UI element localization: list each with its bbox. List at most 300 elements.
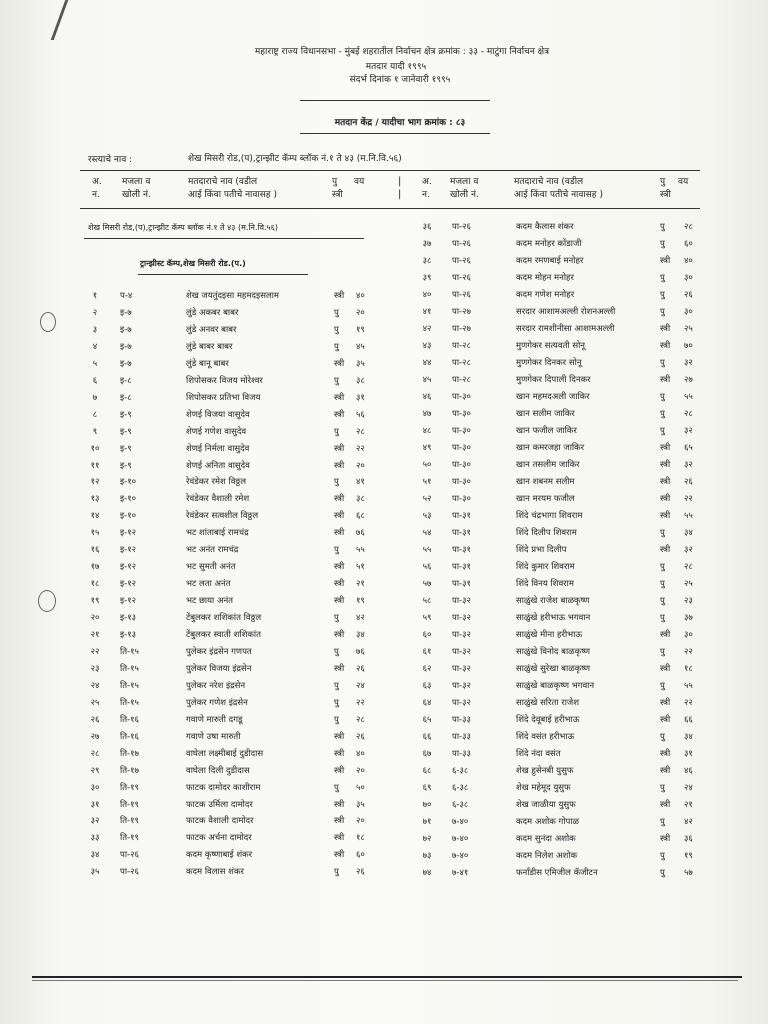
voter-sex: स्त्री: [660, 749, 671, 759]
booth-rule-bottom: [300, 133, 490, 134]
voter-room-no: पा-३१: [452, 511, 471, 521]
voter-name: वाघेला लक्ष्मीबाई दुडीदास: [186, 748, 264, 759]
voter-row: [0, 542, 768, 559]
voter-row: [0, 797, 768, 814]
voter-sex: पु: [660, 273, 665, 283]
voter-age: १९: [684, 851, 693, 861]
voter-serial-no: ६४: [422, 698, 432, 708]
voter-serial-no: ७२: [422, 834, 432, 844]
voter-name: शेणई विजया वासुदेव: [186, 409, 250, 420]
voter-sex: स्त्री: [334, 494, 345, 505]
voter-serial-no: ५३: [422, 511, 432, 521]
voter-age: ४५: [356, 341, 365, 352]
voter-name: खान मरयम फजील: [516, 494, 575, 504]
voter-name: लुंडे अकबर बाबर: [186, 307, 239, 318]
voter-age: ५५: [684, 681, 693, 691]
voter-sex: पु: [660, 562, 665, 572]
voter-sex: पु: [660, 528, 665, 538]
voter-sex: स्त्री: [334, 528, 345, 539]
voter-sex: स्त्री: [660, 494, 671, 504]
voter-room-no: इ-१२: [120, 596, 137, 607]
voter-serial-no: ५१: [422, 477, 432, 487]
voter-name: गवाणे उषा मारुती: [186, 731, 241, 742]
voter-name: भट शांताबाई रामचंद्र: [186, 528, 249, 539]
voter-age: ६०: [356, 850, 365, 861]
voter-age: १८: [684, 664, 693, 674]
voter-row: [0, 593, 768, 610]
voter-room-no: इ-१२: [120, 562, 137, 573]
bottom-rule-thin: [32, 980, 738, 981]
voter-serial-no: ४८: [422, 426, 432, 436]
voter-row: [0, 321, 768, 338]
voter-sex: पु: [660, 783, 665, 793]
voter-sex: स्त्री: [660, 664, 671, 674]
voter-name: शेख हुसेनबी युसुफ: [516, 766, 574, 776]
voter-serial-no: ५७: [422, 579, 432, 589]
voter-sex: स्त्री: [334, 291, 345, 301]
voter-row: [0, 406, 768, 423]
voter-sex: पु: [660, 681, 665, 691]
voter-sex: पु: [334, 680, 339, 691]
voter-name: लुंडे बाबर बाबर: [186, 341, 233, 352]
voter-room-no: पा-३२: [452, 698, 471, 708]
voter-age: ३७: [684, 613, 693, 623]
column-header-rule-top: [80, 170, 700, 171]
voter-sex: स्त्री: [660, 766, 671, 776]
voter-sex: पु: [334, 545, 339, 556]
voter-sex: स्त्री: [334, 409, 345, 420]
voter-name: पुलेकर इंद्रसेन गणपत: [186, 646, 252, 657]
voter-room-no: पा-३२: [452, 664, 471, 674]
voter-row: [0, 865, 768, 882]
voter-name: कदम मनोहर कोंडाजी: [516, 239, 582, 249]
voter-sex: स्त्री: [660, 545, 671, 555]
voter-name: पुलेकर विजया इंद्रसेन: [186, 663, 252, 674]
voter-room-no: पा-३१: [452, 545, 471, 555]
voter-sex: पु: [334, 646, 339, 657]
voter-serial-no: ३१: [90, 799, 100, 810]
voter-serial-no: ४२: [422, 324, 432, 334]
voter-age: २६: [356, 663, 365, 674]
voter-row: [0, 508, 768, 525]
voter-room-no: ति-१९: [120, 816, 139, 827]
voter-name: शेणई निर्मला वासुदेव: [186, 443, 250, 454]
voter-sex: स्त्री: [660, 715, 671, 725]
voter-serial-no: २६: [90, 714, 100, 725]
voter-age: २८: [356, 426, 365, 437]
voter-room-no: पा-३०: [452, 392, 471, 402]
voter-age: ४२: [684, 817, 693, 827]
voter-serial-no: ३९: [422, 273, 432, 283]
voter-sex: पु: [660, 851, 665, 861]
voter-room-no: इ-८: [120, 375, 132, 386]
header-line-2: मतदार यादी १९९५: [365, 62, 427, 72]
voter-age: ३१: [356, 392, 365, 403]
voter-room-no: ६-३८: [452, 800, 469, 810]
voter-sex: स्त्री: [660, 511, 671, 521]
voter-serial-no: ५: [92, 358, 98, 369]
voter-row: [0, 253, 768, 270]
voter-name: शिंदे प्रभा दिलीप: [516, 545, 567, 555]
voter-room-no: ७-४१: [452, 868, 469, 878]
voter-serial-no: १५: [90, 528, 100, 539]
voter-row: [0, 729, 768, 746]
voter-serial-no: ७: [92, 392, 98, 403]
voter-name: सरदार आशामअल्ली रोशनअल्ली: [516, 307, 616, 317]
voter-serial-no: १: [92, 291, 98, 301]
voter-name: शिपोसकर विजय मोरेश्वर: [186, 375, 263, 386]
voter-name: शिंदे दिलीप शिवराम: [516, 528, 577, 538]
voter-sex: स्त्री: [334, 731, 345, 742]
voter-name: साळुंखे बाळकृष्ण भगवान: [516, 681, 595, 691]
voter-room-no: पा-३३: [452, 749, 471, 759]
voter-name: भट लता अनंत: [186, 579, 231, 590]
voter-serial-no: ४१: [422, 307, 432, 317]
voter-name: कदम मोहन मनोहर: [516, 273, 575, 283]
voter-name: टेंबुलकर स्वाती शशिकांत: [186, 630, 261, 640]
voter-name: शेख जाळीया युसुफ: [516, 800, 576, 810]
voter-serial-no: २४: [90, 680, 100, 691]
voter-room-no: पा-३२: [452, 681, 471, 691]
col-sex-right: पु स्त्री: [660, 177, 671, 200]
voter-row: [0, 457, 768, 474]
voter-age: ३२: [684, 426, 693, 436]
voter-row: [0, 712, 768, 729]
voter-sex: स्त्री: [334, 765, 345, 776]
voter-sex: पु: [660, 613, 665, 623]
voter-age: ३०: [684, 307, 693, 317]
voter-name: मुणगेकर दिपाली दिनकर: [516, 375, 591, 385]
voter-age: २३: [684, 596, 693, 606]
voter-row: [0, 219, 768, 236]
column-divider: |: [398, 176, 402, 187]
voter-serial-no: १८: [90, 579, 100, 590]
voter-serial-no: ३६: [422, 222, 432, 232]
voter-room-no: ६-३८: [452, 783, 469, 793]
voter-sex: पु: [334, 697, 339, 708]
voter-room-no: इ-७: [120, 358, 132, 369]
voter-age: ३२: [684, 545, 693, 555]
section-subtitle-left: ट्रान्झीस्ट कॅम्प,शेख मिसरी रोड.(प.): [140, 259, 246, 268]
bottom-rule: [32, 976, 742, 978]
voter-age: २८: [356, 714, 365, 725]
voter-name: साळुंखे विनोद बाळकृष्ण: [516, 647, 591, 657]
voter-age: २२: [684, 647, 693, 657]
voter-age: १८: [356, 833, 365, 844]
voter-serial-no: २०: [90, 613, 100, 624]
voter-age: ३२: [684, 460, 693, 470]
voter-row: [0, 423, 768, 440]
voter-room-no: इ-९: [120, 426, 132, 437]
voter-age: २२: [684, 698, 693, 708]
punch-hole-mark: [40, 312, 56, 332]
voter-serial-no: ४०: [422, 290, 432, 300]
voter-serial-no: ४३: [422, 341, 432, 351]
voter-serial-no: ४६: [422, 392, 432, 402]
voter-room-no: ति-१७: [120, 748, 139, 759]
voter-sex: पु: [334, 782, 339, 793]
voter-age: ४६: [684, 766, 693, 776]
voter-serial-no: ३४: [90, 850, 100, 861]
voter-sex: स्त्री: [334, 816, 345, 827]
voter-serial-no: ५२: [422, 494, 432, 504]
voter-name: रेवंडेकर रमेश विठ्ठल: [186, 477, 247, 488]
voter-room-no: पा-३१: [452, 579, 471, 589]
punch-hole-mark: [38, 590, 56, 612]
voter-sex: पु: [660, 579, 665, 589]
voter-sex: पु: [334, 426, 339, 437]
voter-sex: स्त्री: [334, 748, 345, 759]
voter-name: पुलेकर नरेश इंद्रसेन: [186, 680, 246, 691]
voter-serial-no: २९: [90, 765, 100, 776]
voter-name: कदम सुनंदा अशोक: [516, 834, 576, 844]
voter-row: [0, 831, 768, 848]
voter-sex: पु: [334, 324, 339, 335]
voter-room-no: ७-४०: [452, 851, 469, 861]
voter-name: कदम विलास शंकर: [186, 867, 244, 878]
voter-age: ६०: [684, 239, 693, 249]
voter-name: लुंडे अनवर बाबर: [186, 324, 237, 335]
voter-row: [0, 661, 768, 678]
voter-row: [0, 610, 768, 627]
voter-age: २६: [684, 477, 693, 487]
voter-age: ५५: [356, 545, 365, 556]
voter-name: साळुंखे राजेश बाळकृष्ण: [516, 596, 590, 606]
voter-sex: पु: [660, 239, 665, 249]
voter-name: फाटक वैशाली दामोदर: [186, 816, 254, 827]
voter-row: [0, 389, 768, 406]
voter-room-no: ति-१५: [120, 663, 139, 674]
voter-age: ५६: [356, 409, 365, 420]
voter-sex: स्त्री: [660, 800, 671, 810]
voter-row: [0, 355, 768, 372]
voter-sex: पु: [334, 613, 339, 624]
voter-serial-no: ३३: [90, 833, 100, 844]
voter-serial-no: १०: [90, 443, 100, 454]
voter-room-no: इ-७: [120, 341, 132, 352]
voter-room-no: पा-३२: [452, 613, 471, 623]
voter-name: कदम रमणबाई मनोहर: [516, 256, 584, 266]
voter-serial-no: २: [92, 307, 98, 318]
voter-sex: पु: [660, 426, 665, 436]
voter-name: कदम कृष्णाबाई शंकर: [186, 850, 253, 861]
voter-serial-no: ५६: [422, 562, 432, 572]
voter-sex: पु: [660, 868, 665, 878]
voter-sex: स्त्री: [660, 460, 671, 470]
voter-row: [0, 338, 768, 355]
voter-name: पुलेकर गणेश इंद्रसेन: [186, 697, 248, 708]
voter-serial-no: ६६: [422, 732, 432, 742]
voter-row: [0, 627, 768, 644]
col-no-right: अ. न.: [422, 177, 432, 200]
voter-room-no: पा-३०: [452, 494, 471, 504]
voter-age: २७: [684, 375, 693, 385]
voter-sex: स्त्री: [334, 630, 345, 640]
voter-name: साळुंखे मीना हरीभाऊ: [516, 630, 583, 640]
voter-serial-no: ६: [92, 375, 98, 386]
voter-room-no: प-४: [120, 291, 133, 301]
voter-name: फाटक अर्चना दामोदर: [186, 833, 252, 844]
voter-age: ६५: [684, 443, 693, 453]
voter-sex: पु: [660, 222, 665, 232]
voter-sex: पु: [334, 477, 339, 488]
voter-room-no: पा-२६: [452, 290, 471, 300]
voter-room-no: इ-९: [120, 409, 132, 420]
voter-name: शिंदे कुमार शिवराम: [516, 562, 575, 572]
voter-row: [0, 559, 768, 576]
voter-row: [0, 474, 768, 491]
column-header-rule-bottom: [80, 208, 700, 209]
voter-age: २८: [684, 222, 693, 232]
road-label: रस्त्याचे नाव :: [88, 155, 133, 165]
voter-serial-no: २८: [90, 748, 100, 759]
voter-row: [0, 287, 768, 304]
voter-age: ३५: [356, 358, 365, 369]
voter-row: [0, 304, 768, 321]
voter-serial-no: २५: [90, 697, 100, 708]
voter-room-no: पा-२८: [452, 358, 471, 368]
voter-room-no: इ-८: [120, 392, 132, 403]
voter-room-no: इ-१०: [120, 511, 137, 522]
voter-name: शिंदे वसंत हरीभाऊ: [516, 732, 575, 742]
voter-serial-no: ६५: [422, 715, 432, 725]
voter-name: वाघेला दिली दुडीदास: [186, 765, 250, 776]
voter-age: ७६: [356, 646, 365, 657]
voter-room-no: इ-१३: [120, 613, 137, 624]
voter-name: साळुंखे सरिता राजेश: [516, 698, 580, 708]
voter-room-no: इ-१३: [120, 630, 137, 640]
voter-name: भट सुमती अनंत: [186, 562, 236, 573]
voter-room-no: ति-१५: [120, 697, 139, 708]
voter-sex: पु: [660, 307, 665, 317]
section-title-left: शेख मिसरी रोड,(प),ट्रान्झीट कॅम्प ब्लॉक नं.१ ते ४३ (म.नि.वि.५६): [88, 223, 278, 232]
voter-row: [0, 236, 768, 253]
voter-age: ४०: [684, 256, 693, 266]
voter-room-no: पा-३१: [452, 562, 471, 572]
voter-row: [0, 695, 768, 712]
voter-room-no: इ-७: [120, 307, 132, 318]
voter-sex: स्त्री: [660, 477, 671, 487]
voter-name: टेंबुलकर शशिकांत विठ्ठल: [186, 613, 262, 624]
voter-name: खान सलीम जाकिर: [516, 409, 575, 419]
voter-age: ३४: [356, 630, 365, 640]
voter-serial-no: १३: [90, 494, 100, 505]
voter-name: साळुंखे सुरेखा बाळकृष्ण: [516, 664, 591, 674]
voter-name: शेणई गणेश वासुदेव: [186, 426, 247, 437]
voter-age: २८: [684, 409, 693, 419]
voter-row: [0, 372, 768, 389]
voter-sex: स्त्री: [334, 562, 345, 573]
voter-room-no: पा-३३: [452, 732, 471, 742]
voter-sex: स्त्री: [660, 443, 671, 453]
voter-row: [0, 644, 768, 661]
voter-serial-no: १२: [90, 477, 100, 488]
voter-room-no: इ-१०: [120, 494, 137, 505]
col-sex-left: पु स्त्री: [332, 177, 343, 200]
voter-age: ५१: [356, 562, 365, 573]
voter-sex: स्त्री: [660, 256, 671, 266]
voter-age: ४०: [356, 748, 365, 759]
voter-serial-no: २७: [90, 731, 100, 742]
voter-age: ४२: [356, 613, 365, 624]
voter-age: २२: [356, 443, 365, 454]
voter-age: २४: [684, 783, 693, 793]
voter-serial-no: ३५: [90, 867, 100, 878]
voter-room-no: ६-३८: [452, 766, 469, 776]
voter-age: ५०: [356, 782, 365, 793]
voter-age: २८: [684, 562, 693, 572]
voter-sex: स्त्री: [660, 375, 671, 385]
voter-age: ५७: [684, 868, 693, 878]
voter-row: [0, 576, 768, 593]
voter-serial-no: ३७: [422, 239, 432, 249]
voter-serial-no: ५८: [422, 596, 432, 606]
header-line-1: महाराष्ट्र राज्य विधानसभा - मुंबई शहरातील निर्वाचन क्षेत्र क्रमांक : ३३ - माटुंगा निर्वाचन क्षेत्र: [254, 47, 550, 57]
voter-sex: स्त्री: [660, 630, 671, 640]
voter-age: २५: [684, 579, 693, 589]
voter-age: ३८: [356, 494, 365, 505]
voter-serial-no: ६०: [422, 630, 432, 640]
voter-room-no: पा-३३: [452, 715, 471, 725]
voter-name: कदम निलेश अशोक: [516, 851, 577, 861]
voter-name: भट छाया अनंत: [186, 596, 234, 607]
voter-age: ३६: [684, 834, 693, 844]
voter-name: कदम गणेश मनोहर: [516, 290, 575, 300]
voter-age: ७६: [356, 528, 365, 539]
voter-age: ६८: [356, 511, 365, 522]
voter-room-no: पा-२८: [452, 375, 471, 385]
voter-sex: पु: [660, 392, 665, 402]
voter-row: [0, 678, 768, 695]
voter-row: [0, 814, 768, 831]
voter-name: शेख जयतुंदइसा महमदइसलाम: [186, 291, 280, 301]
voter-name: खान महमदअली जाकिर: [516, 392, 590, 402]
voter-sex: स्त्री: [334, 799, 345, 810]
voter-serial-no: ६२: [422, 664, 432, 674]
booth-number: मतदान केंद्र / यादीचा भाग क्रमांक : ८३: [334, 118, 466, 128]
voter-name: खान फजील जाकिर: [516, 426, 577, 436]
voter-serial-no: २१: [90, 630, 100, 640]
voter-room-no: पा-३०: [452, 426, 471, 436]
voter-sex: स्त्री: [334, 511, 345, 522]
voter-room-no: पा-२८: [452, 341, 471, 351]
voter-row: [0, 270, 768, 287]
voter-room-no: ति-१७: [120, 765, 139, 776]
voter-serial-no: १६: [90, 545, 100, 556]
voter-name: साळुंखे हरीभाऊ भगवान: [516, 613, 591, 623]
voter-row: [0, 780, 768, 797]
voter-row: [0, 848, 768, 865]
voter-row: [0, 746, 768, 763]
voter-room-no: ति-१६: [120, 714, 139, 725]
voter-age: १९: [356, 324, 365, 335]
voter-serial-no: ४९: [422, 443, 432, 453]
voter-room-no: ति-१५: [120, 680, 139, 691]
voter-serial-no: ८: [92, 409, 98, 420]
col-age-right: वय: [678, 177, 689, 187]
col-no-left: अ. न.: [92, 177, 102, 200]
voter-name: रेवंडेकर वैशाली रमेश: [186, 494, 250, 505]
voter-row: [0, 763, 768, 780]
voter-serial-no: ४७: [422, 409, 432, 419]
voter-room-no: पा-२७: [452, 307, 471, 317]
voter-sex: स्त्री: [334, 358, 345, 369]
voter-age: ५५: [684, 511, 693, 521]
voter-age: ३०: [684, 630, 693, 640]
voter-age: ६६: [684, 715, 693, 725]
col-name-left: मतदाराचे नाव (वडील आई किंवा पतीचे नावासह ): [188, 177, 277, 200]
voter-sex: पु: [334, 375, 339, 386]
